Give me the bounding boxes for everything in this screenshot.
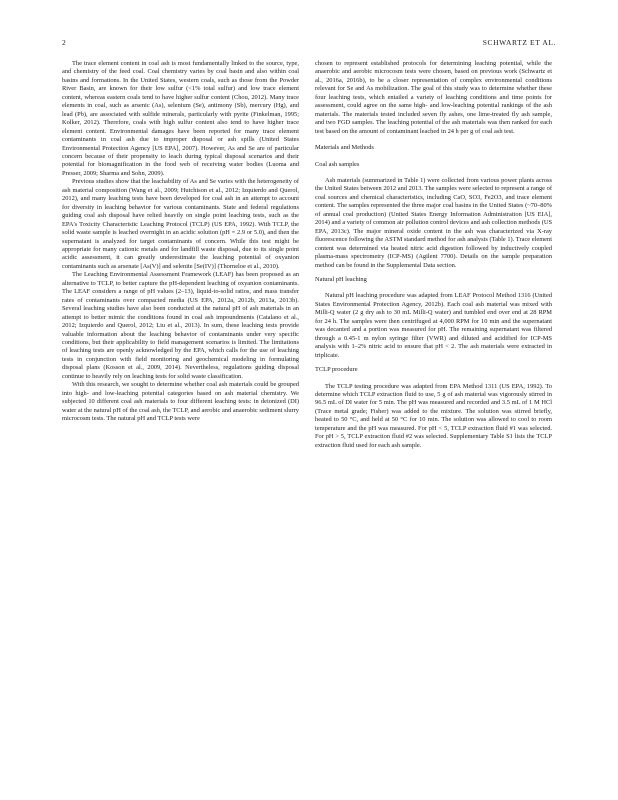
body-paragraph: Previous studies show that the leachability of As and Se varies with the heterogeneity of ash material composition (Wang et al., 2009; Hutchison et al., 2012; Izquierdo and Querol, 2012), and many leaching tests have been developed for coal ash in an attempt to account for diversity in leaching behavior for various contaminants. State and federal regulations guiding coal ash disposal have relied heavily on single point leaching tests, such as the EPA's Toxicity Characteristic Leaching Protocol (TCLP) (US EPA, 1992). With TCLP, the solid waste sample is leached overnight in an acidic solution (pH = 2.9 or 5.0), and then the supernatant is analyzed for target contaminants of concern. While this test might be appropriate for many cationic metals and for landfill waste disposal, due to its single point acidic assessment, it can greatly underestimate the leaching potential of oxyanion contaminants such as arsenate [As(V)] and selenite [Se(IV)] (Thorneloe et al., 2010). bbox=[62, 178, 299, 270]
subsection-heading-natural-ph-leaching: Natural pH leaching bbox=[315, 275, 367, 283]
body-paragraph: The Leaching Environmental Assessment Framework (LEAF) has been proposed as an alternative to TCLP, to better capture the pH-dependent leaching of oxyanion contaminants. The LEAF considers a range of pH values (2–13), liquid-to-solid ratios, and mass transfer rates of contaminants over compacted media (US EPA, 2012a, 2012b, 2013a, 2013b). Several leaching studies have also been conducted at the natural pH of ash materials in an attempt to better mimic the conditions found in coal ash impoundments (Catalano et al., 2012; Izquierdo and Querol, 2012; Liu et al., 2013). In sum, these leaching tests provide valuable information about the leaching behavior of contaminants under very specific conditions, but their applicability to field management scenarios is limited. The limitations of leaching tests are openly acknowledged by the EPA, which calls for the use of leaching tests in conjunction with field monitoring and geochemical modeling in formulating disposal plans (Kosson et al., 2009, 2014). Nevertheless, regulations guiding disposal continue to heavily rely on leaching tests for solid waste classification. bbox=[62, 271, 299, 380]
page-header bbox=[62, 38, 556, 50]
body-paragraph: Natural pH leaching procedure was adapted from LEAF Protocol Method 1316 (United States Environmental Protection Agency, 2012b). Each coal ash material was mixed with Milli-Q water (2 g dry ash to 30 mL Milli-Q water) and tumbled end over end at 28 RPM for 24 h. The samples were then centrifuged at 4,000 RPM for 10 min and the supernatant was decanted and a portion was measured for pH. The remaining supernatant was filtered through a 0.45-1 m nylon syringe filter (VWR) and diluted and acidified for ICP-MS analysis with 1–2% nitric acid to ensure that pH < 2. The ash materials were extracted in triplicate. bbox=[315, 292, 552, 359]
right-column bbox=[315, 60, 552, 450]
subsection-heading-coal-ash-samples: Coal ash samples bbox=[315, 160, 360, 168]
left-column bbox=[62, 60, 299, 423]
body-paragraph: With this research, we sought to determine whether coal ash materials could be grouped into high- and low-leaching potential categories based on ash material chemistry. We subjected 10 different coal ash materials to four different leaching tests: in deionized (DI) water at the natural pH of the coal ash, the TCLP, and aerobic and anaerobic sediment slurry microcosm tests. The natural pH and TCLP tests were bbox=[62, 381, 299, 423]
page-number: 2 bbox=[62, 38, 66, 47]
running-head: SCHWARTZ ET AL. bbox=[482, 38, 556, 47]
body-paragraph: chosen to represent established protocols for determining leaching potential, while the anaerobic and aerobic microcosm tests were chosen, based on previous work (Schwartz et al., 2016a, 2016b), to be a closer representation of complex environmental conditions relevant for Se and As mobilization. The goal of this study was to determine whether these four leaching tests, which entailed a variety of leaching conditions and time points for assessment, could agree on the same high- and low-leaching potential rankings of the ash materials. The materials tested included seven fly ashes, one lime-treated fly ash sample, and two FGD samples. The leaching potential of the ash materials was then ranked for each test based on the amount of contaminant leached in 24 h per g of coal ash test. bbox=[315, 60, 552, 135]
body-paragraph: The trace element content in coal ash is most fundamentally linked to the source, type, and chemistry of the feed coal. Coal chemistry varies by coal basin and also within coal basins and formations. In the United States, western coals, such as those from the Powder River Basin, are known for their low sulfur (<1% total sulfur) and low trace element content, whereas eastern coals tend to have higher sulfur content (Chou, 2012). Many trace elements in coal, such as arsenic (As), selenium (Se), antimony (Sb), mercury (Hg), and lead (Pb), are associated with sulfide minerals, particularly with pyrite (Finkelman, 1995; Kolker, 2012). Therefore, coals with high sulfur content also tend to have higher trace element content. Environmental damages have been reported for many trace element contaminants in coal ash due to improper disposal or ash spills (United States Environmental Protection Agency [US EPA], 2007). However, As and Se are of particular concern because of their propensity to leach during typical disposal scenarios and their potential for biomagnification in the food web of receiving water bodies (Luoma and Presser, 2009; Sharma and Sohn, 2009). bbox=[62, 60, 299, 177]
body-paragraph: Ash materials (summarized in Table 1) were collected from various power plants across the United States between 2012 and 2013. The samples were selected to represent a range of coal sources and chemical characteristics, including CaO, SO3, Fe2O3, and trace element content. The samples represented the three major coal basins in the United States (~70–80% of annual coal production) (United States Energy Information Administration [US EIA], 2014) and a variety of common air pollution control devices and ash collection methods (US EPA, 2013c). The major mineral oxide content in the ash was characterized via X-ray fluorescence following the ASTM standard method for ash analysis (Table 1). Trace element content was determined via heated nitric acid digestion followed by inductively coupled plasma-mass spectrometry (ICP-MS) (Agilent 7700). Details on the sample preparation method can be found in the Supplemental Data section. bbox=[315, 176, 552, 269]
section-heading-materials-methods: Materials and Methods bbox=[315, 144, 374, 152]
subsection-heading-tclp-procedure: TCLP procedure bbox=[315, 366, 358, 374]
body-paragraph: The TCLP testing procedure was adapted from EPA Method 1311 (US EPA, 1992). To determine which TCLP extraction fluid to use, 5 g of ash material was vigorously stirred in 96.5 mL of DI water for 5 min. The pH was measured and recorded and 3.5 mL of 1 M HCl (Trace metal grade; Fisher) was added to the mixture. The solution was stirred briefly, heated to 50 °C, and held at 50 °C for 10 min. The solution was allowed to cool to room temperature and the pH was measured. For pH < 5, TCLP extraction fluid #1 was selected. For pH > 5, TCLP extraction fluid #2 was selected. Supplementary Table S1 lists the TCLP extraction fluid used for each ash sample. bbox=[315, 382, 552, 449]
